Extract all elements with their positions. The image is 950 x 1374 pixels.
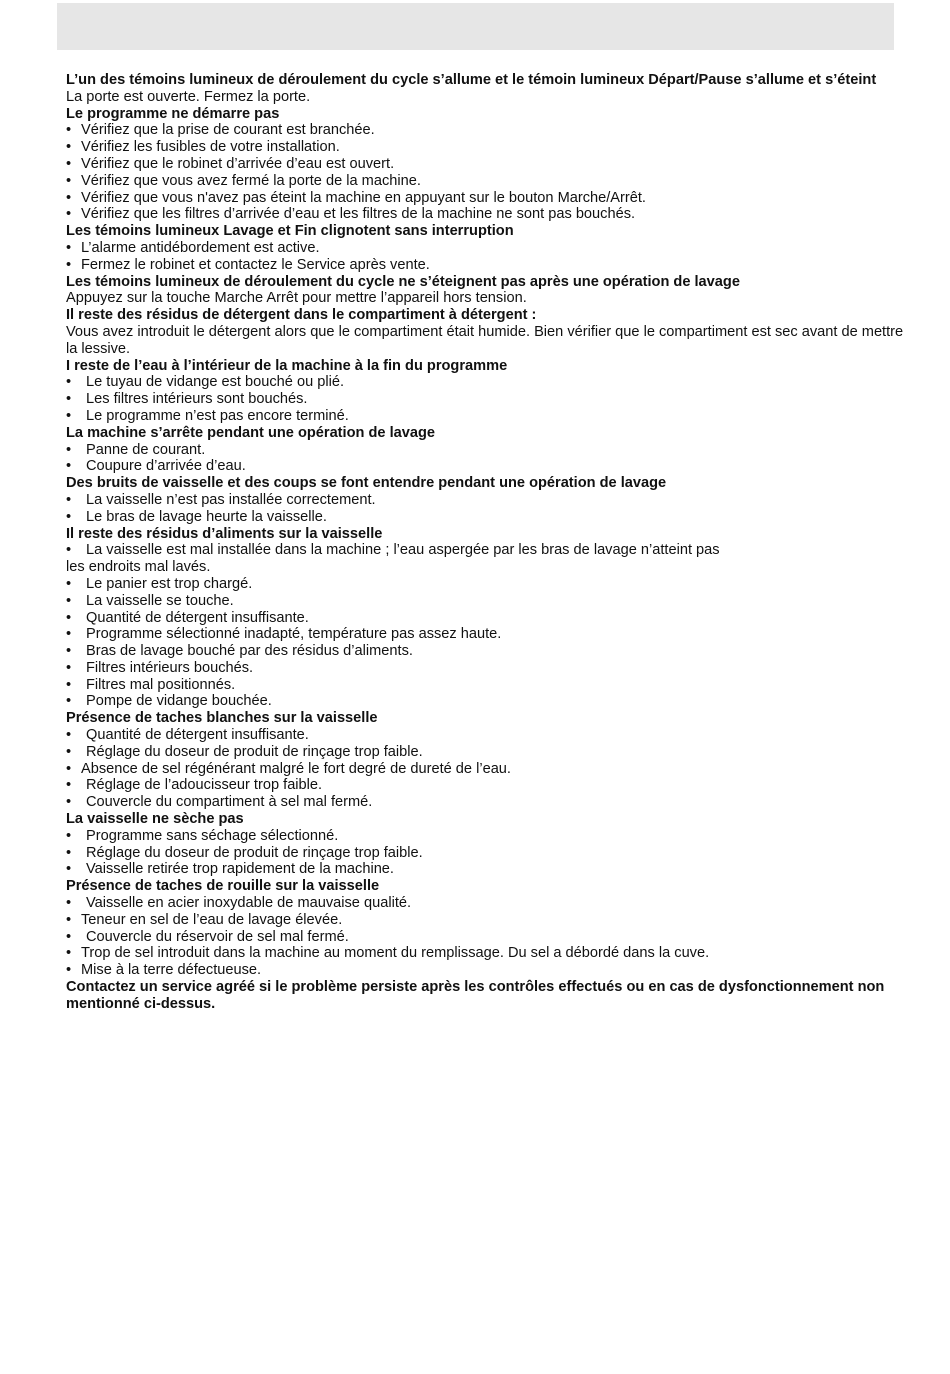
list-item: • Teneur en sel de l’eau de lavage élevée. [66,911,343,928]
bullet-icon: • [66,491,72,508]
list-item: • Programme sélectionné inadapté, température pas assez haute. [66,626,502,643]
bullet-icon: • [66,256,72,273]
list-item: • L’alarme antidébordement est active. [66,239,320,256]
list-item: • Vérifiez que vous n'avez pas éteint la machine en appuyant sur le bouton Marche/Arrêt. [66,189,646,206]
list-item: • Vaisselle retirée trop rapidement de la machine. [66,861,394,878]
list-item: • Le panier est trop chargé. [66,575,253,592]
list-item: • Trop de sel introduit dans la machine au moment du remplissage. Du sel a débordé dans la cuve. [66,945,710,962]
bullet-icon: • [66,676,72,693]
list-item: • Vérifiez que vous avez fermé la porte de la machine. [66,172,421,189]
section-title: La machine s’arrête pendant une opération de lavage [66,424,436,441]
list-item: • Couvercle du compartiment à sel mal fermé. [66,794,373,811]
list-item: • Mise à la terre défectueuse. [66,962,262,979]
bullet-icon: • [66,592,72,609]
bullet-icon: • [66,508,72,525]
bullet-icon: • [66,743,72,760]
list-item: • Pompe de vidange bouchée. [66,693,272,710]
bullet-icon: • [66,122,72,139]
section-title: Présence de taches blanches sur la vaisselle [66,710,378,727]
list-item: • Quantité de détergent insuffisante. [66,727,309,744]
section-title: Présence de taches de rouille sur la vaisselle [66,878,380,895]
list-item: • Panne de courant. [66,441,206,458]
bullet-icon: • [66,407,72,424]
bullet-icon: • [66,155,72,172]
bullet-icon: • [66,895,72,912]
bullet-icon: • [66,643,72,660]
section-title: Les témoins lumineux Lavage et Fin clignotent sans interruption [66,223,514,240]
list-item: • Vérifiez que le robinet d’arrivée d’eau est ouvert. [66,155,395,172]
bullet-icon: • [66,911,72,928]
bullet-icon: • [66,391,72,408]
list-item: • Programme sans séchage sélectionné. [66,827,339,844]
bullet-icon: • [66,659,72,676]
section-title: I reste de l’eau à l’intérieur de la machine à la fin du programme [66,357,508,374]
bullet-icon: • [66,609,72,626]
bullet-icon: • [66,172,72,189]
list-item: • Couvercle du réservoir de sel mal fermé. [66,928,349,945]
list-item: • Vérifiez que les filtres d’arrivée d’eau et les filtres de la machine ne sont pas bouchés. [66,206,636,223]
bullet-icon: • [66,189,72,206]
troubleshooting-content [66,72,904,1013]
section-title: L’un des témoins lumineux de déroulement du cycle s’allume et le témoin lumineux Départ/Pause s’allume et s’éteint [66,72,877,88]
bullet-icon: • [66,844,72,861]
list-item: • La vaisselle se touche. [66,592,234,609]
list-item: • Vérifiez que la prise de courant est branchée. [66,122,375,139]
list-item: • Réglage du doseur de produit de rinçage trop faible. [66,743,423,760]
section-title: Il reste des résidus d’aliments sur la vaisselle [66,525,383,542]
list-item: • Bras de lavage bouché par des résidus d’aliments. [66,643,413,660]
bullet-icon: • [66,945,72,962]
bullet-icon: • [66,374,72,391]
list-item: • Les filtres intérieurs sont bouchés. [66,391,308,408]
footer-note: Contactez un service agréé si le problème persiste après les contrôles effectués ou en cas de dysfonctionnement non mentionné ci-dessus. [66,979,885,1012]
bullet-icon: • [66,239,72,256]
list-item-continuation: les endroits mal lavés. [66,559,211,576]
list-item: • Réglage de l’adoucisseur trop faible. [66,777,323,794]
section-paragraph: Appuyez sur la touche Marche Arrêt pour mettre l’appareil hors tension. [66,290,527,307]
bullet-icon: • [66,760,72,777]
bullet-icon: • [66,727,72,744]
bullet-icon: • [66,575,72,592]
bullet-icon: • [66,693,72,710]
bullet-icon: • [66,962,72,979]
section-title: Le programme ne démarre pas [66,105,280,122]
bullet-icon: • [66,441,72,458]
bullet-icon: • [66,458,72,475]
section-paragraph: La porte est ouverte. Fermez la porte. [66,88,311,105]
header-bar [57,3,894,50]
list-item: • Filtres mal positionnés. [66,676,236,693]
section-title: Des bruits de vaisselle et des coups se font entendre pendant une opération de lavage [66,475,667,492]
list-item: • Quantité de détergent insuffisante. [66,609,309,626]
bullet-icon: • [66,542,72,559]
bullet-icon: • [66,861,72,878]
list-item: • Vérifiez les fusibles de votre installation. [66,139,340,156]
list-item: • Filtres intérieurs bouchés. [66,659,254,676]
bullet-icon: • [66,777,72,794]
list-item: • Coupure d’arrivée d’eau. [66,458,246,475]
section-title: Il reste des résidus de détergent dans le compartiment à détergent : [66,307,537,324]
list-item: • Le bras de lavage heurte la vaisselle. [66,508,327,525]
bullet-icon: • [66,928,72,945]
section-title: La vaisselle ne sèche pas [66,811,244,828]
section-title: Les témoins lumineux de déroulement du cycle ne s’éteignent pas après une opération de lavage [66,273,740,290]
list-item: • La vaisselle est mal installée dans la machine ; l’eau aspergée par les bras de lavage n’atteint pas [66,542,720,559]
bullet-icon: • [66,794,72,811]
bullet-icon: • [66,206,72,223]
list-item: • Absence de sel régénérant malgré le fort degré de dureté de l’eau. [66,760,511,777]
bullet-icon: • [66,139,72,156]
list-item: • Le programme n’est pas encore terminé. [66,407,349,424]
list-item: • La vaisselle n’est pas installée correctement. [66,491,376,508]
list-item: • Réglage du doseur de produit de rinçage trop faible. [66,844,423,861]
list-item: • Le tuyau de vidange est bouché ou plié. [66,374,345,391]
list-item: • Vaisselle en acier inoxydable de mauvaise qualité. [66,895,412,912]
bullet-icon: • [66,626,72,643]
section-paragraph: Vous avez introduit le détergent alors que le compartiment était humide. Bien vérifier que le compartiment est sec avant de mettre la lessive. [66,323,904,357]
list-item: • Fermez le robinet et contactez le Service après vente. [66,256,430,273]
bullet-icon: • [66,827,72,844]
